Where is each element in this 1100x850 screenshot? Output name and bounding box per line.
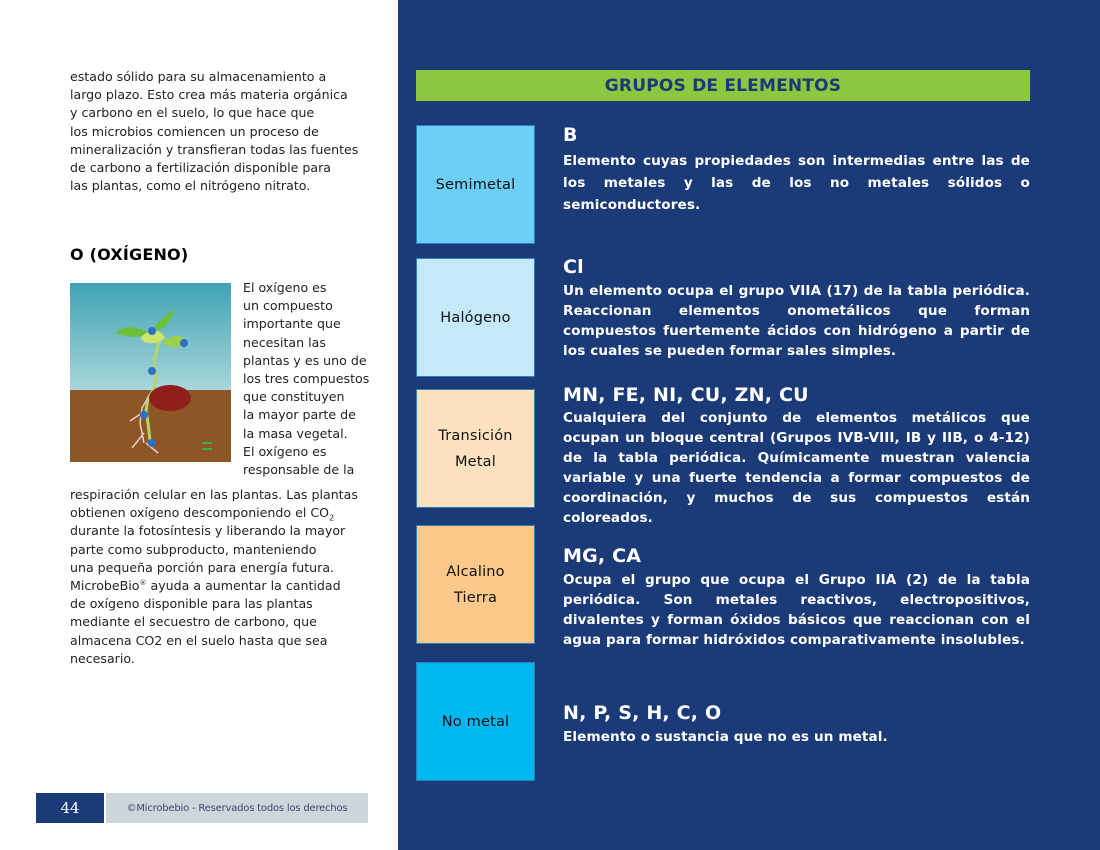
marker-dot <box>140 411 148 419</box>
group-label: Tierra <box>453 589 498 606</box>
text-span: obtienen oxígeno descomponiendo el CO <box>70 505 330 521</box>
wrap-paragraph: El oxígeno es un compuesto importante que necesitan las plantas y es uno de los tres compuestos que constituyen la mayor parte de la masa vegetal. El oxígeno es responsable de la <box>243 280 370 478</box>
brand-name: MicrobeBio <box>70 578 140 594</box>
marker-dot <box>148 327 156 335</box>
text-line: respiración celular en las plantas. Las plantas <box>70 487 358 502</box>
continued-paragraph <box>70 486 390 668</box>
group-label: Alcalino <box>446 563 505 580</box>
group-label: Metal <box>454 453 496 470</box>
group-label: Halógeno <box>440 309 511 326</box>
group-label-box-semimetal <box>416 125 535 244</box>
group-label-box-transicion-metal <box>416 389 535 508</box>
group-label-box-halogeno <box>416 258 535 377</box>
group-label: No metal <box>441 713 510 730</box>
text-line: parte como subproducto, manteniendo <box>70 541 317 557</box>
group-description: Ocupa el grupo que ocupa el Grupo IIA (2) de la tabla periódica. Son metales reactivos, electropositivos, divalentes y forman óxidos básicos que reaccionan con el agua para formar hidróxidos comparativamente insolubles. <box>563 572 1030 648</box>
group-label-box-alcalino-tierra <box>416 525 535 644</box>
section-title: O (OXÍGENO) <box>70 245 189 264</box>
seed <box>149 385 191 411</box>
group-elements: MG, CA <box>563 545 642 567</box>
group-label: Semimetal <box>435 176 516 193</box>
text-line: almacena CO2 en el suelo hasta que sea <box>70 632 328 648</box>
text-span: ayuda a aumentar la cantidad <box>146 578 341 594</box>
text-line: mediante el secuestro de carbono, que <box>70 614 317 630</box>
plant-seedling-image <box>70 283 231 462</box>
text-line: una pequeña porción para energía futura. <box>70 559 335 575</box>
subscript: 2 <box>329 513 335 523</box>
group-elements: N, P, S, H, C, O <box>563 702 722 724</box>
copyright-notice: ©Microbebio - Reservados todos los derechos <box>106 793 368 823</box>
group-description: Cualquiera del conjunto de elementos metálicos que ocupan un bloque central (Grupos IVB-VIII, IB y IIB, o 4-12) de la tabla periódica. Químicamente muestran valencia variable y una fuerte tendencia a formar compuestos de coordinación, y muchos de sus compuestos están coloreados. <box>563 410 1030 526</box>
registered-mark: ® <box>139 578 147 587</box>
group-elements: MN, FE, NI, CU, ZN, CU <box>563 384 809 406</box>
intro-paragraph: estado sólido para su almacenamiento a largo plazo. Esto crea más materia orgánica y carbono en el suelo, lo que hace que los microbios comiencen un proceso de mineralización y transfieran todas las fuentes de carbono a fertilización disponible para las plantas, como el nitrógeno nitrato. <box>70 69 359 194</box>
marker-dot <box>148 439 156 447</box>
group-description: Elemento o sustancia que no es un metal. <box>563 729 888 745</box>
group-label-box-no-metal <box>416 662 535 781</box>
group-label: Transición <box>438 427 513 444</box>
group-elements: B <box>563 124 578 146</box>
left-page <box>0 0 398 850</box>
text-line: necesario. <box>70 650 135 666</box>
text-line: de oxígeno disponible para las plantas <box>70 596 313 612</box>
group-elements: Cl <box>563 256 584 278</box>
text-line <box>70 504 390 522</box>
page-number: 44 <box>36 793 104 823</box>
text-line: durante la fotosíntesis y liberando la mayor <box>70 523 346 539</box>
marker-dot <box>180 339 188 347</box>
group-description: Un elemento ocupa el grupo VIIA (17) de la tabla periódica. Reaccionan elementos onometálicos que forman compuestos fuertemente ácidos con hidrógeno a partir de los cuales se pueden formar sales simples. <box>563 283 1030 359</box>
group-description: Elemento cuyas propiedades son intermedias entre las de los metales y las de los no metales sólidos o semiconductores. <box>563 153 1030 213</box>
marker-dot <box>148 367 156 375</box>
section-banner: GRUPOS DE ELEMENTOS <box>416 70 1030 101</box>
text-line <box>70 577 390 595</box>
